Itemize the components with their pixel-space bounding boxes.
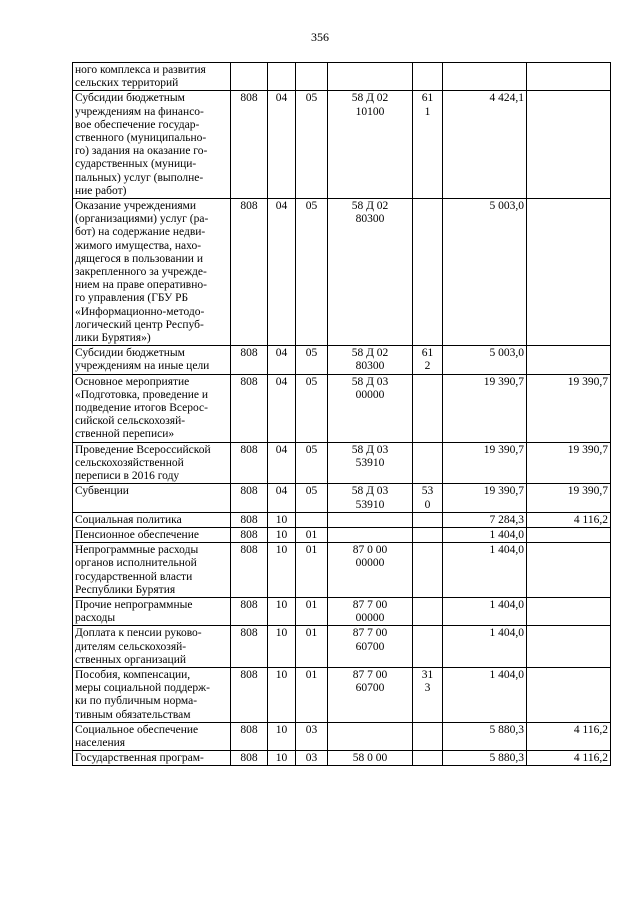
table-row xyxy=(73,442,611,484)
cell-target-article-line: 87 7 00 xyxy=(352,668,388,681)
cell-subsection xyxy=(296,512,328,527)
cell-target-article xyxy=(328,199,413,346)
table-row xyxy=(73,751,611,766)
cell-target-article xyxy=(328,667,413,722)
cell-target-article-line: 53910 xyxy=(355,456,385,469)
cell-name xyxy=(73,199,231,346)
cell-name-line: го управления (ГБУ РБ xyxy=(75,292,189,305)
cell-section: 10 xyxy=(268,751,296,766)
cell-subsection xyxy=(296,63,328,91)
cell-target-article-line: 58 Д 02 xyxy=(351,347,389,360)
cell-name-line: закрепленного за учрежде- xyxy=(75,266,207,279)
table-row xyxy=(73,91,611,199)
cell-name-line: Проведение Всероссийской xyxy=(75,443,211,456)
cell-grbs: 808 xyxy=(231,442,268,484)
cell-name-line: Прочие непрограммные xyxy=(75,598,193,611)
cell-name-line: ственной переписи» xyxy=(75,428,175,441)
cell-expense-type xyxy=(413,667,443,722)
cell-amount: 1 404,0 xyxy=(443,597,527,625)
cell-name-line: Республики Бурятия xyxy=(75,583,176,596)
cell-name-line: ки по публичным норма- xyxy=(75,695,198,708)
cell-target-article xyxy=(328,374,413,442)
cell-expense-type xyxy=(413,543,443,598)
cell-target-article-line: 00000 xyxy=(355,557,385,570)
cell-expense-type xyxy=(413,346,443,374)
cell-expense-type-line: 61 xyxy=(421,347,434,360)
cell-name-line: сийской сельскохозяй- xyxy=(75,415,186,428)
cell-section: 04 xyxy=(268,374,296,442)
cell-section: 10 xyxy=(268,626,296,668)
cell-name-line: жимого имущества, нахо- xyxy=(75,239,202,252)
cell-amount: 1 404,0 xyxy=(443,543,527,598)
cell-name xyxy=(73,597,231,625)
cell-name xyxy=(73,374,231,442)
table-row xyxy=(73,484,611,512)
cell-name-line: сельскохозяйственной xyxy=(75,456,184,469)
cell-subsection: 01 xyxy=(296,527,328,542)
cell-subsection: 01 xyxy=(296,543,328,598)
cell-section xyxy=(268,63,296,91)
cell-target-article-line: 58 Д 03 xyxy=(351,443,389,456)
cell-amount-federal: 19 390,7 xyxy=(527,442,611,484)
table-row xyxy=(73,199,611,346)
cell-target-article xyxy=(328,597,413,625)
cell-target-article xyxy=(328,91,413,199)
cell-name-line: вое обеспечение государ- xyxy=(75,118,200,131)
cell-name-line: дящегося в пользовании и xyxy=(75,252,203,265)
cell-subsection: 03 xyxy=(296,751,328,766)
cell-expense-type-line: 31 xyxy=(421,668,434,681)
cell-name-line: государственной власти xyxy=(75,570,193,583)
cell-section: 04 xyxy=(268,442,296,484)
cell-amount-federal xyxy=(527,199,611,346)
cell-expense-type xyxy=(413,63,443,91)
cell-amount: 5 880,3 xyxy=(443,722,527,750)
cell-name-line: го) задания на оказание го- xyxy=(75,145,208,158)
cell-amount: 1 404,0 xyxy=(443,667,527,722)
cell-amount-federal xyxy=(527,667,611,722)
cell-target-article xyxy=(328,527,413,542)
cell-target-article xyxy=(328,751,413,766)
table-body xyxy=(73,63,611,766)
cell-amount-federal xyxy=(527,543,611,598)
cell-name xyxy=(73,442,231,484)
page-number: 356 xyxy=(311,30,329,44)
cell-amount-federal xyxy=(527,63,611,91)
cell-expense-type xyxy=(413,199,443,346)
cell-amount: 4 424,1 xyxy=(443,91,527,199)
cell-amount: 19 390,7 xyxy=(443,442,527,484)
cell-subsection: 01 xyxy=(296,667,328,722)
table-row xyxy=(73,722,611,750)
cell-subsection: 05 xyxy=(296,484,328,512)
cell-name xyxy=(73,667,231,722)
table-row xyxy=(73,626,611,668)
cell-section: 04 xyxy=(268,199,296,346)
cell-expense-type-line: 0 xyxy=(424,498,431,511)
cell-name-line: тивным обязательствам xyxy=(75,708,191,721)
cell-amount-federal xyxy=(527,626,611,668)
cell-grbs: 808 xyxy=(231,597,268,625)
cell-name-line: меры социальной поддерж- xyxy=(75,682,210,695)
cell-grbs: 808 xyxy=(231,527,268,542)
cell-grbs: 808 xyxy=(231,199,268,346)
cell-grbs: 808 xyxy=(231,722,268,750)
cell-expense-type xyxy=(413,484,443,512)
table-row xyxy=(73,512,611,527)
cell-name-line: пальных) услуг (выполне- xyxy=(75,171,204,184)
cell-target-article-line: 58 Д 02 xyxy=(351,92,389,105)
cell-amount-federal: 4 116,2 xyxy=(527,722,611,750)
cell-amount: 19 390,7 xyxy=(443,484,527,512)
cell-section: 10 xyxy=(268,597,296,625)
cell-target-article-line: 87 0 00 xyxy=(352,544,388,557)
cell-amount-federal xyxy=(527,91,611,199)
cell-target-article-line: 87 7 00 xyxy=(352,627,388,640)
cell-target-article-line: 58 0 00 xyxy=(352,752,388,765)
cell-amount xyxy=(443,63,527,91)
cell-name-line: сельских территорий xyxy=(75,77,179,90)
cell-name-line: сударственных (муници- xyxy=(75,158,197,171)
cell-name-line: учреждениям на иные цели xyxy=(75,360,210,373)
cell-grbs: 808 xyxy=(231,626,268,668)
cell-name-line: Государственная програм- xyxy=(75,752,204,765)
cell-name-line: Пенсионное обеспечение xyxy=(75,528,199,541)
cell-expense-type xyxy=(413,374,443,442)
cell-expense-type xyxy=(413,626,443,668)
cell-expense-type-line: 53 xyxy=(421,485,434,498)
cell-name-line: «Подготовка, проведение и xyxy=(75,388,209,401)
table-row xyxy=(73,667,611,722)
cell-expense-type xyxy=(413,722,443,750)
cell-expense-type xyxy=(413,91,443,199)
table-row xyxy=(73,543,611,598)
table-row xyxy=(73,63,611,91)
cell-amount-federal: 4 116,2 xyxy=(527,751,611,766)
cell-expense-type-line: 61 xyxy=(421,92,434,105)
cell-amount: 1 404,0 xyxy=(443,527,527,542)
cell-subsection: 05 xyxy=(296,346,328,374)
cell-grbs xyxy=(231,63,268,91)
cell-name-line: Социальная политика xyxy=(75,513,182,526)
cell-name xyxy=(73,346,231,374)
cell-target-article-line: 58 Д 02 xyxy=(351,200,389,213)
cell-name xyxy=(73,543,231,598)
cell-target-article-line: 10100 xyxy=(355,105,385,118)
cell-name-line: ственных организаций xyxy=(75,653,186,666)
cell-amount: 7 284,3 xyxy=(443,512,527,527)
cell-target-article-line: 80300 xyxy=(355,360,385,373)
table-row xyxy=(73,346,611,374)
cell-target-article-line: 60700 xyxy=(355,682,385,695)
cell-section: 10 xyxy=(268,667,296,722)
cell-target-article-line: 80300 xyxy=(355,213,385,226)
cell-expense-type-line: 2 xyxy=(424,360,431,373)
cell-name-line: бот) на содержание недви- xyxy=(75,226,206,239)
cell-expense-type xyxy=(413,442,443,484)
cell-name-line: Пособия, компенсации, xyxy=(75,668,191,681)
cell-target-article-line: 58 Д 03 xyxy=(351,375,389,388)
cell-amount: 19 390,7 xyxy=(443,374,527,442)
cell-name-line: Субсидии бюджетным xyxy=(75,347,185,360)
cell-name xyxy=(73,751,231,766)
cell-amount: 5 003,0 xyxy=(443,199,527,346)
cell-expense-type xyxy=(413,527,443,542)
cell-amount: 5 003,0 xyxy=(443,346,527,374)
cell-name-line: «Информационно-методо- xyxy=(75,305,205,318)
cell-name-line: ного комплекса и развития xyxy=(75,64,206,76)
cell-name-line: дителям сельскохозяй- xyxy=(75,640,187,653)
cell-amount-federal: 4 116,2 xyxy=(527,512,611,527)
cell-grbs: 808 xyxy=(231,91,268,199)
cell-section: 04 xyxy=(268,484,296,512)
cell-target-article-line: 60700 xyxy=(355,640,385,653)
cell-grbs: 808 xyxy=(231,374,268,442)
cell-grbs: 808 xyxy=(231,543,268,598)
cell-subsection: 05 xyxy=(296,199,328,346)
cell-subsection: 03 xyxy=(296,722,328,750)
cell-expense-type xyxy=(413,597,443,625)
table-row xyxy=(73,527,611,542)
cell-name-line: Социальное обеспечение xyxy=(75,723,199,736)
cell-name-line: Субсидии бюджетным xyxy=(75,92,185,105)
table-row xyxy=(73,374,611,442)
cell-target-article xyxy=(328,722,413,750)
cell-name xyxy=(73,722,231,750)
cell-target-article xyxy=(328,442,413,484)
cell-name-line: органов исполнительной xyxy=(75,557,197,570)
cell-amount-federal xyxy=(527,597,611,625)
cell-grbs: 808 xyxy=(231,512,268,527)
cell-expense-type xyxy=(413,751,443,766)
cell-section: 04 xyxy=(268,346,296,374)
cell-amount-federal xyxy=(527,346,611,374)
cell-name-line: учреждениям на финансо- xyxy=(75,105,204,118)
cell-name-line: Оказание учреждениями xyxy=(75,200,197,213)
cell-grbs: 808 xyxy=(231,484,268,512)
cell-subsection: 01 xyxy=(296,626,328,668)
cell-name-line: ние работ) xyxy=(75,184,127,197)
cell-grbs: 808 xyxy=(231,667,268,722)
cell-subsection: 05 xyxy=(296,442,328,484)
cell-amount-federal: 19 390,7 xyxy=(527,374,611,442)
cell-name-line: нием на праве оперативно- xyxy=(75,279,207,292)
cell-name xyxy=(73,484,231,512)
cell-name-line: Непрограммные расходы xyxy=(75,544,199,557)
cell-section: 10 xyxy=(268,722,296,750)
cell-name xyxy=(73,626,231,668)
cell-target-article xyxy=(328,543,413,598)
cell-name-line: (организациями) услуг (ра- xyxy=(75,213,209,226)
cell-name-line: ственного (муниципально- xyxy=(75,132,207,145)
cell-section: 10 xyxy=(268,543,296,598)
cell-name-line: населения xyxy=(75,736,126,749)
cell-target-article-line: 53910 xyxy=(355,498,385,511)
cell-grbs: 808 xyxy=(231,751,268,766)
cell-target-article xyxy=(328,484,413,512)
cell-name-line: расходы xyxy=(75,612,116,625)
budget-table xyxy=(72,62,611,766)
cell-amount: 1 404,0 xyxy=(443,626,527,668)
table-row xyxy=(73,597,611,625)
cell-expense-type-line: 3 xyxy=(424,682,431,695)
cell-grbs: 808 xyxy=(231,346,268,374)
cell-target-article xyxy=(328,626,413,668)
cell-target-article-line: 00000 xyxy=(355,612,385,625)
cell-target-article xyxy=(328,512,413,527)
cell-name xyxy=(73,512,231,527)
cell-name-line: Основное мероприятие xyxy=(75,375,190,388)
cell-target-article-line: 87 7 00 xyxy=(352,598,388,611)
cell-expense-type-line: 1 xyxy=(424,105,431,118)
cell-section: 10 xyxy=(268,527,296,542)
cell-target-article xyxy=(328,63,413,91)
cell-target-article-line: 58 Д 03 xyxy=(351,485,389,498)
cell-amount-federal: 19 390,7 xyxy=(527,484,611,512)
cell-name xyxy=(73,63,231,91)
cell-name-line: Субвенции xyxy=(75,485,129,498)
cell-amount-federal xyxy=(527,527,611,542)
cell-section: 10 xyxy=(268,512,296,527)
cell-expense-type xyxy=(413,512,443,527)
cell-target-article-line: 00000 xyxy=(355,388,385,401)
cell-name-line: лики Бурятия») xyxy=(75,332,151,345)
cell-name-line: подведение итогов Всерос- xyxy=(75,402,208,415)
cell-section: 04 xyxy=(268,91,296,199)
cell-name-line: переписи в 2016 году xyxy=(75,470,180,483)
cell-name xyxy=(73,91,231,199)
cell-name-line: Доплата к пенсии руково- xyxy=(75,627,202,640)
cell-name xyxy=(73,527,231,542)
cell-amount: 5 880,3 xyxy=(443,751,527,766)
cell-subsection: 05 xyxy=(296,374,328,442)
cell-target-article xyxy=(328,346,413,374)
cell-subsection: 01 xyxy=(296,597,328,625)
cell-name-line: логический центр Респуб- xyxy=(75,318,204,331)
cell-subsection: 05 xyxy=(296,91,328,199)
